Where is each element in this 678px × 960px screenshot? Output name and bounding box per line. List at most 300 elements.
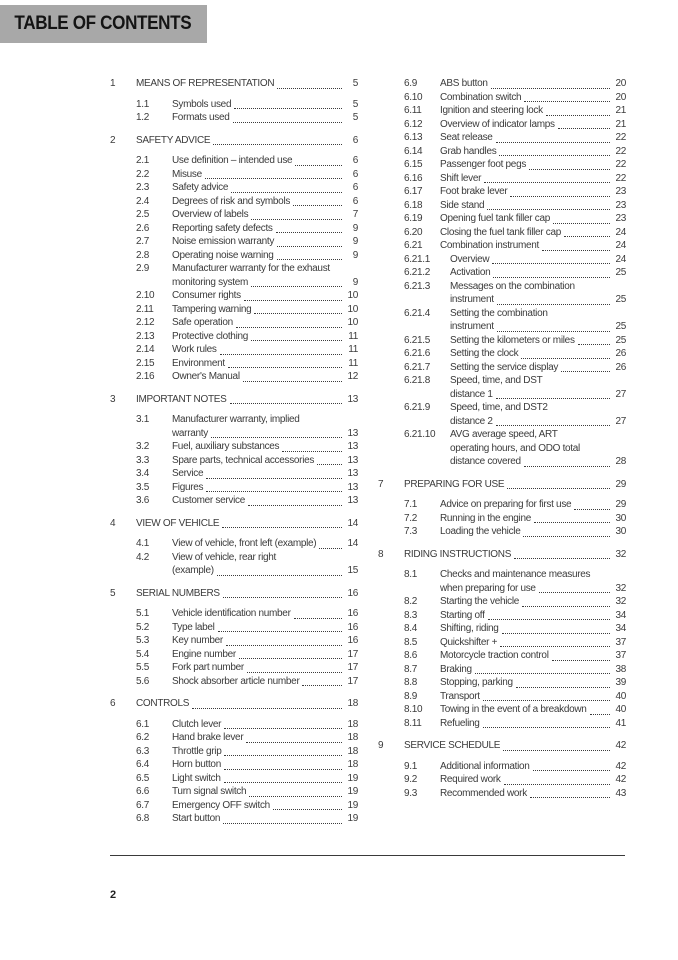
toc-entry-line <box>450 401 626 415</box>
toc-entry-body <box>440 498 626 512</box>
toc-entry-body <box>404 478 626 492</box>
dot-leader <box>228 367 342 368</box>
toc-entry-number: 6.17 <box>404 186 423 197</box>
toc-entry-number: 9 <box>378 740 384 751</box>
toc-entry-line <box>172 427 358 441</box>
toc-entry-body <box>450 253 626 267</box>
toc-entry-page: 7 <box>352 209 358 220</box>
toc-entry-title: Overview of labels <box>172 209 249 220</box>
dot-leader <box>234 108 342 109</box>
dot-leader <box>524 466 610 467</box>
toc-entry-page: 19 <box>347 813 358 824</box>
toc-entry-line <box>136 134 358 148</box>
toc-entry-number: 8.3 <box>404 609 418 621</box>
toc-entry-title: Overview <box>450 253 490 265</box>
page-header-bar <box>0 5 207 43</box>
toc-entry-6.12 <box>378 118 626 132</box>
toc-entry-8 <box>378 548 626 562</box>
toc-entry-number: 6.21.10 <box>404 429 436 440</box>
dot-leader <box>497 331 610 332</box>
toc-entry-body <box>172 111 358 125</box>
toc-entry-line <box>440 199 626 213</box>
toc-entry-number: 6.9 <box>404 78 418 89</box>
toc-entry-line <box>440 104 626 118</box>
toc-entry-body <box>440 512 626 526</box>
toc-entry-line <box>450 320 626 334</box>
toc-entry-9 <box>378 739 626 753</box>
toc-entry-page: 22 <box>615 159 626 170</box>
toc-entry-title: Throttle grip <box>172 745 222 757</box>
dot-leader <box>521 358 610 359</box>
toc-entry-page: 43 <box>615 787 626 799</box>
toc-entry-body <box>450 361 626 375</box>
toc-entry-body <box>172 551 358 578</box>
toc-entry-number: 6.15 <box>404 159 423 170</box>
toc-entry-line <box>440 212 626 226</box>
dot-leader <box>231 192 342 193</box>
toc-entry-page: 22 <box>615 132 626 143</box>
dot-leader <box>273 809 342 810</box>
dot-leader <box>488 619 610 620</box>
dot-leader <box>497 304 610 305</box>
dot-leader <box>546 115 610 116</box>
toc-entry-line <box>440 158 626 172</box>
toc-entry-title: Refueling <box>440 717 480 729</box>
toc-entry-line <box>440 676 626 690</box>
toc-entry-number: 9.1 <box>404 760 418 772</box>
toc-entry-title: operating hours, and ODO total <box>450 442 580 454</box>
toc-entry-7.3 <box>378 525 626 539</box>
toc-entry-6.14 <box>378 145 626 159</box>
toc-entry-6.2 <box>110 731 358 745</box>
toc-column-left <box>110 77 358 826</box>
dot-leader <box>277 88 342 89</box>
toc-entry-title: Setting the clock <box>450 348 519 359</box>
toc-entry-6.21 <box>378 239 626 253</box>
toc-entry-body <box>172 208 358 222</box>
toc-entry-2.4 <box>110 195 358 209</box>
toc-entry-number: 8.8 <box>404 677 418 688</box>
toc-entry-line <box>440 595 626 609</box>
toc-entry-2.7 <box>110 235 358 249</box>
toc-entry-title: Starting the vehicle <box>440 596 520 607</box>
toc-entry-line <box>440 760 626 774</box>
toc-entry-title: Speed, time, and DST <box>450 375 543 386</box>
dot-leader <box>282 451 342 452</box>
toc-entry-page: 6 <box>352 134 358 146</box>
toc-entry-line <box>172 154 358 168</box>
toc-entry-5.6 <box>110 675 358 689</box>
toc-entry-body <box>440 77 626 91</box>
toc-entry-body <box>440 525 626 539</box>
toc-entry-page: 11 <box>348 357 358 369</box>
toc-entry-5.2 <box>110 621 358 635</box>
toc-entry-8.6 <box>378 649 626 663</box>
toc-entry-6.21.8 <box>378 374 626 401</box>
toc-entry-body <box>172 357 358 371</box>
toc-entry-body <box>450 401 626 428</box>
toc-entry-number: 5.6 <box>136 675 150 687</box>
toc-entry-number: 7.3 <box>404 526 418 537</box>
toc-entry-number: 3 <box>110 393 116 405</box>
toc-entry-title: distance covered <box>450 456 521 467</box>
toc-entry-title: Activation <box>450 267 491 278</box>
toc-entry-page: 42 <box>615 774 626 785</box>
toc-entry-page: 16 <box>347 587 358 599</box>
toc-entry-title: IMPORTANT NOTES <box>136 393 227 405</box>
toc-entry-title: Seat release <box>440 132 493 143</box>
toc-entry-2.1 <box>110 154 358 168</box>
toc-entry-line <box>450 334 626 348</box>
toc-entry-line <box>440 609 626 623</box>
dot-leader <box>224 769 342 770</box>
dot-leader <box>496 142 610 143</box>
toc-entry-body <box>440 568 626 595</box>
toc-entry-page: 9 <box>352 276 358 288</box>
toc-entry-title: (example) <box>172 565 214 576</box>
toc-entry-line <box>172 607 358 621</box>
toc-entry-body <box>440 760 626 774</box>
toc-entry-line <box>172 249 358 263</box>
toc-entry-page: 19 <box>347 772 358 784</box>
toc-entry-title: ABS button <box>440 78 488 89</box>
toc-entry-title: Checks and maintenance measures <box>440 569 591 580</box>
dot-leader <box>248 505 342 506</box>
toc-entry-body <box>172 772 358 786</box>
toc-entry-3.4 <box>110 467 358 481</box>
toc-entry-number: 2.8 <box>136 249 150 261</box>
toc-entry-3.6 <box>110 494 358 508</box>
toc-entry-title: CONTROLS <box>136 698 190 709</box>
toc-entry-line <box>172 551 358 565</box>
toc-entry-line <box>440 239 626 253</box>
dot-leader <box>226 645 342 646</box>
toc-entry-number: 8.11 <box>404 717 422 729</box>
toc-entry-page: 13 <box>347 427 358 439</box>
toc-entry-number: 1.1 <box>136 98 150 110</box>
toc-entry-number: 7.2 <box>404 512 418 524</box>
toc-entry-2.14 <box>110 343 358 357</box>
toc-entry-page: 9 <box>352 222 358 234</box>
toc-entry-page: 17 <box>347 662 358 673</box>
toc-entry-page: 37 <box>615 650 626 661</box>
toc-entry-number: 4.1 <box>136 538 150 549</box>
toc-entry-number: 6.20 <box>404 226 423 238</box>
toc-entry-6.8 <box>110 812 358 826</box>
toc-entry-6.1 <box>110 718 358 732</box>
toc-entry-6.3 <box>110 745 358 759</box>
toc-entry-line <box>450 415 626 429</box>
toc-entry-body <box>440 622 626 636</box>
toc-entry-number: 3.3 <box>136 454 150 466</box>
toc-entry-line <box>440 512 626 526</box>
dot-leader <box>533 770 610 771</box>
toc-entry-page: 17 <box>347 675 358 687</box>
toc-entry-title: PREPARING FOR USE <box>404 478 505 490</box>
toc-entry-line <box>172 208 358 222</box>
toc-entry-body <box>172 168 358 182</box>
toc-entry-title: Use definition – intended use <box>172 155 293 166</box>
toc-entry-body <box>172 648 358 662</box>
toc-entry-line <box>450 374 626 388</box>
toc-entry-page: 34 <box>615 623 626 634</box>
toc-entry-number: 6.5 <box>136 772 150 784</box>
toc-entry-title: Setting the service display <box>450 361 559 373</box>
toc-entry-line <box>440 118 626 132</box>
toc-entry-title: AVG average speed, ART <box>450 429 558 440</box>
toc-entry-line <box>172 634 358 648</box>
toc-entry-page: 13 <box>347 481 358 493</box>
dot-leader <box>249 796 342 797</box>
dot-leader <box>514 558 610 559</box>
toc-entry-page: 28 <box>615 456 626 467</box>
toc-entry-4.2 <box>110 551 358 578</box>
toc-entry-5.4 <box>110 648 358 662</box>
toc-entry-body <box>172 607 358 621</box>
toc-entry-body <box>440 118 626 132</box>
toc-entry-6.7 <box>110 799 358 813</box>
toc-entry-6.5 <box>110 772 358 786</box>
toc-entry-title: VIEW OF VEHICLE <box>136 517 220 529</box>
toc-entry-title: distance 1 <box>450 388 493 400</box>
toc-entry-number: 8 <box>378 548 384 560</box>
toc-entry-title: Setting the kilometers or miles <box>450 334 575 346</box>
toc-entry-line <box>172 262 358 276</box>
toc-entry-number: 6.21.4 <box>404 307 431 319</box>
toc-entry-number: 6.21.7 <box>404 361 431 373</box>
toc-entry-body <box>172 675 358 689</box>
toc-entry-6.21.5 <box>378 334 626 348</box>
toc-entry-title: Combination switch <box>440 91 522 103</box>
toc-entry-title: Advice on preparing for first use <box>440 499 572 510</box>
toc-entry-line <box>440 703 626 717</box>
toc-entry-number: 3.1 <box>136 414 150 425</box>
toc-entry-body <box>440 787 626 801</box>
toc-entry-page: 10 <box>347 290 358 301</box>
dot-leader <box>522 606 610 607</box>
toc-entry-title: Key number <box>172 635 223 646</box>
toc-entry-number: 2.14 <box>136 344 155 355</box>
toc-entry-body <box>172 262 358 289</box>
toc-entry-title: Noise emission warranty <box>172 236 275 247</box>
dot-leader <box>564 236 610 237</box>
dot-leader <box>218 631 342 632</box>
toc-entry-title: MEANS OF REPRESENTATION <box>136 78 275 89</box>
dot-leader <box>251 340 342 341</box>
dot-leader <box>230 403 342 404</box>
toc-entry-body <box>172 330 358 344</box>
toc-entry-number: 6.21.9 <box>404 402 431 413</box>
dot-leader <box>244 300 342 301</box>
dot-leader <box>222 527 342 528</box>
toc-entry-title: Degrees of risk and symbols <box>172 195 291 207</box>
toc-entry-page: 5 <box>352 112 358 123</box>
dot-leader <box>224 728 342 729</box>
toc-entry-6.10 <box>378 91 626 105</box>
toc-entry-title: Engine number <box>172 648 236 660</box>
toc-entry-number: 2.1 <box>136 155 150 166</box>
toc-entry-body <box>172 370 358 384</box>
toc-entry-line <box>172 494 358 508</box>
toc-entry-2.2 <box>110 168 358 182</box>
toc-entry-5.3 <box>110 634 358 648</box>
toc-entry-3 <box>110 393 358 407</box>
toc-entry-page: 13 <box>347 393 358 405</box>
toc-entry-page: 17 <box>347 648 358 660</box>
toc-entry-6.21.10 <box>378 428 626 469</box>
toc-entry-number: 5.5 <box>136 662 150 673</box>
toc-entry-number: 2.10 <box>136 290 155 301</box>
toc-entry-number: 3.2 <box>136 441 150 452</box>
toc-entry-page: 16 <box>347 635 358 646</box>
toc-entry-body <box>440 185 626 199</box>
dot-leader <box>574 509 610 510</box>
dot-leader <box>302 685 342 686</box>
toc-entry-page: 34 <box>615 609 626 621</box>
toc-entry-title: Ignition and steering lock <box>440 105 543 116</box>
toc-entry-number: 5.3 <box>136 635 150 646</box>
toc-entry-body <box>136 134 358 148</box>
toc-entry-line <box>440 568 626 582</box>
toc-entry-8.4 <box>378 622 626 636</box>
toc-entry-body <box>440 199 626 213</box>
toc-entry-title: Setting the combination <box>450 307 548 319</box>
dot-leader <box>491 88 610 89</box>
dot-leader <box>211 437 342 438</box>
toc-entry-line <box>440 131 626 145</box>
toc-entry-6.4 <box>110 758 358 772</box>
toc-entry-page: 20 <box>615 78 626 89</box>
toc-entry-page: 30 <box>615 512 626 524</box>
footer-divider <box>110 855 625 856</box>
toc-entry-line <box>450 253 626 267</box>
toc-entry-body <box>172 181 358 195</box>
toc-entry-number: 6.18 <box>404 199 423 211</box>
toc-entry-page: 20 <box>615 91 626 103</box>
toc-entry-line <box>440 690 626 704</box>
toc-entry-title: instrument <box>450 294 494 305</box>
toc-entry-body <box>172 467 358 481</box>
toc-entry-8.3 <box>378 609 626 623</box>
toc-entry-body <box>440 663 626 677</box>
toc-entry-number: 2.13 <box>136 330 155 342</box>
toc-entry-line <box>440 622 626 636</box>
toc-entry-6 <box>110 697 358 711</box>
toc-entry-title: Combination instrument <box>440 240 540 251</box>
toc-entry-8.9 <box>378 690 626 704</box>
toc-entry-page: 24 <box>615 253 626 265</box>
dot-leader <box>224 755 342 756</box>
toc-entry-page: 6 <box>352 155 358 166</box>
toc-entry-number: 2 <box>110 134 116 146</box>
dot-leader <box>223 823 342 824</box>
toc-entry-title: Reporting safety defects <box>172 222 273 234</box>
toc-entry-title: when preparing for use <box>440 582 536 594</box>
toc-entry-line <box>172 181 358 195</box>
toc-entry-page: 25 <box>615 267 626 278</box>
toc-entry-body <box>172 303 358 317</box>
toc-entry-title: Shift lever <box>440 172 482 184</box>
toc-entry-page: 11 <box>348 344 358 355</box>
toc-entry-line <box>172 235 358 249</box>
toc-entry-number: 4.2 <box>136 551 150 563</box>
toc-entry-line <box>450 388 626 402</box>
toc-entry-line <box>440 663 626 677</box>
toc-entry-title: RIDING INSTRUCTIONS <box>404 548 512 560</box>
toc-entry-2.9 <box>110 262 358 289</box>
dot-leader <box>504 784 610 785</box>
toc-entry-number: 8.1 <box>404 569 418 580</box>
toc-entry-line <box>440 185 626 199</box>
toc-entry-number: 2.5 <box>136 209 150 220</box>
toc-entry-body <box>172 343 358 357</box>
toc-entry-body <box>450 280 626 307</box>
dot-leader <box>502 633 610 634</box>
toc-entry-line <box>172 785 358 799</box>
toc-entry-number: 8.10 <box>404 704 423 715</box>
toc-entry-6.16 <box>378 172 626 186</box>
dot-leader <box>542 250 610 251</box>
dot-leader <box>317 464 342 465</box>
dot-leader <box>475 673 610 674</box>
toc-entry-line <box>440 773 626 787</box>
toc-entry-number: 2.6 <box>136 222 150 234</box>
toc-entry-2.11 <box>110 303 358 317</box>
toc-entry-page: 13 <box>347 454 358 466</box>
toc-entry-number: 2.2 <box>136 168 150 180</box>
toc-entry-body <box>440 226 626 240</box>
toc-entry-8.10 <box>378 703 626 717</box>
dot-leader <box>277 259 343 260</box>
toc-entry-number: 6.8 <box>136 813 150 824</box>
toc-entry-line <box>172 661 358 675</box>
toc-entry-page: 32 <box>615 582 626 594</box>
dot-leader <box>578 344 610 345</box>
toc-entry-title: Opening fuel tank filler cap <box>440 213 551 224</box>
toc-entry-6.21.4 <box>378 307 626 334</box>
toc-entry-6.19 <box>378 212 626 226</box>
toc-entry-line <box>172 289 358 303</box>
toc-entry-title: Hand brake lever <box>172 732 244 743</box>
toc-entry-body <box>172 494 358 508</box>
dot-leader <box>529 169 610 170</box>
toc-entry-number: 9.2 <box>404 774 418 785</box>
dot-leader <box>483 700 610 701</box>
toc-entry-line <box>404 548 626 562</box>
toc-entry-8.1 <box>378 568 626 595</box>
toc-entry-page: 13 <box>347 468 358 479</box>
toc-entry-page: 10 <box>347 317 358 328</box>
toc-entry-page: 21 <box>615 105 626 116</box>
toc-entry-body <box>172 249 358 263</box>
toc-entry-title: SAFETY ADVICE <box>136 134 211 146</box>
toc-entry-1 <box>110 77 358 91</box>
toc-entry-number: 5.4 <box>136 648 150 660</box>
toc-entry-page: 13 <box>347 495 358 506</box>
toc-entry-line <box>172 772 358 786</box>
toc-column-right <box>378 77 626 826</box>
toc-entry-2.5 <box>110 208 358 222</box>
toc-entry-body <box>172 799 358 813</box>
toc-entry-title: Motorcycle traction control <box>440 650 549 661</box>
toc-entry-line <box>172 440 358 454</box>
toc-entry-line <box>440 525 626 539</box>
toc-entry-body <box>440 158 626 172</box>
toc-entry-title: Recommended work <box>440 787 527 799</box>
toc-entry-line <box>136 77 358 91</box>
toc-entry-body <box>450 334 626 348</box>
toc-entry-line <box>404 739 626 753</box>
